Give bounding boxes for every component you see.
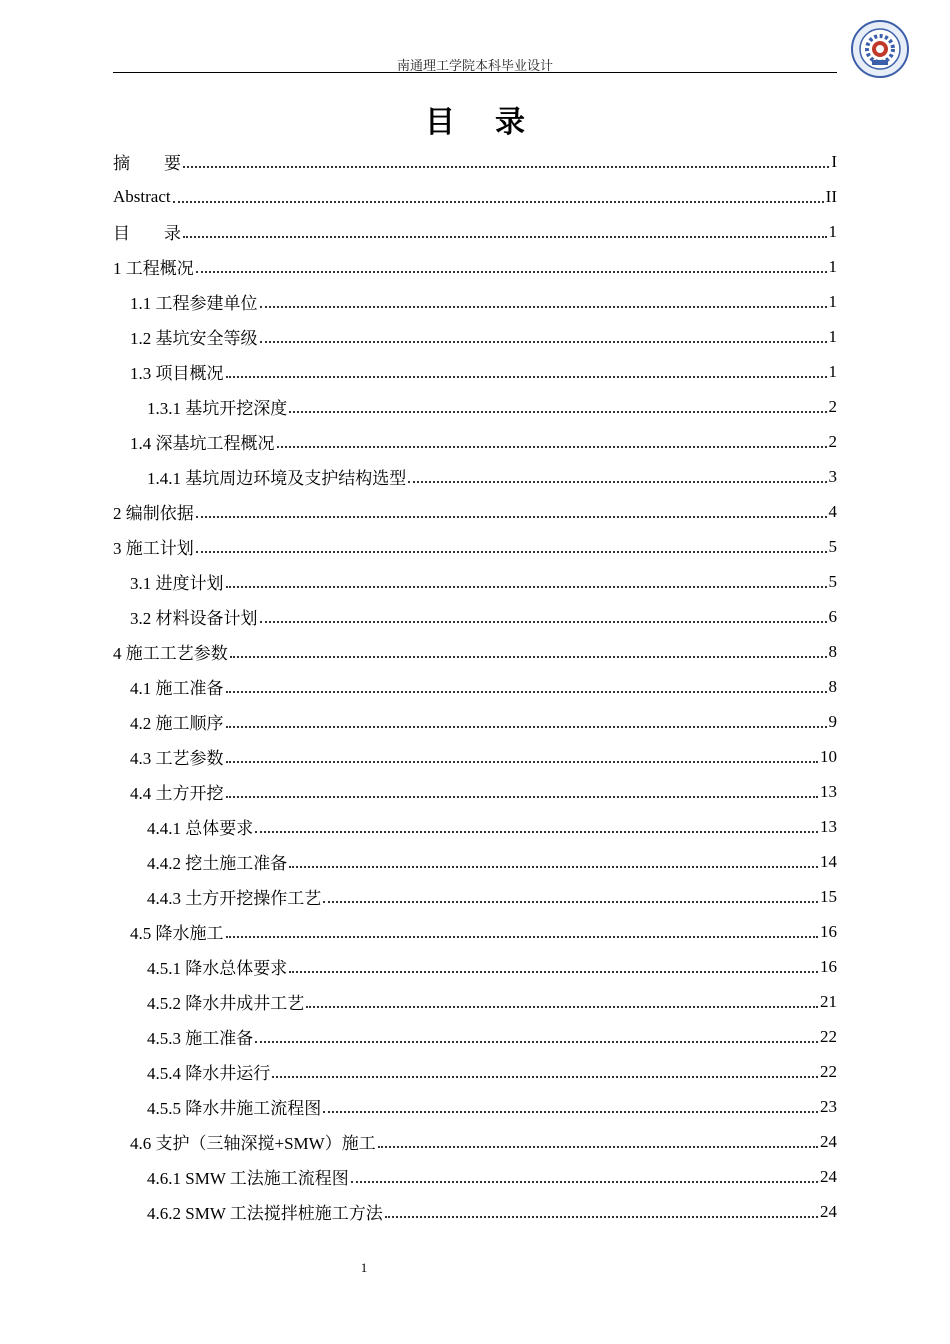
toc-dot-leader	[260, 305, 827, 308]
toc-entry-page: 16	[820, 921, 837, 941]
toc-entry-label: Abstract	[113, 186, 171, 206]
toc-entry[interactable]	[113, 1159, 837, 1194]
toc-entry-page: 1	[828, 256, 837, 276]
toc-entry-label: 摘 要	[113, 154, 181, 173]
toc-entry-label: 1.4 深基坑工程概况	[130, 434, 275, 453]
toc-dot-leader	[226, 935, 819, 938]
toc-entry[interactable]	[113, 739, 837, 774]
toc-entry[interactable]	[113, 1124, 837, 1159]
toc-dot-leader	[226, 795, 819, 798]
toc-dot-leader	[272, 1075, 818, 1078]
toc-dot-leader	[277, 445, 827, 448]
toc-entry-label: 4 施工工艺参数	[113, 644, 228, 663]
toc-dot-leader	[351, 1180, 818, 1183]
toc-dot-leader	[323, 900, 818, 903]
toc-entry-label: 1.4.1 基坑周边环境及支护结构选型	[147, 469, 407, 488]
toc-entry-label: 目 录	[113, 224, 181, 243]
toc-entry-page: 3	[828, 466, 837, 486]
toc-dot-leader	[323, 1110, 818, 1113]
toc-dot-leader	[260, 340, 827, 343]
toc-entry-label: 4.5.4 降水井运行	[147, 1064, 271, 1083]
toc-entry[interactable]	[113, 459, 837, 494]
toc-entry[interactable]	[113, 389, 837, 424]
toc-entry-label: 3.1 进度计划	[130, 574, 224, 593]
toc-entry-label: 1.2 基坑安全等级	[130, 329, 258, 348]
school-logo	[851, 20, 909, 78]
toc-entry-page: 5	[828, 571, 837, 591]
toc-dot-leader	[226, 725, 827, 728]
toc-entry-page: 2	[828, 431, 837, 451]
toc-entry-page: 5	[828, 536, 837, 556]
toc-entry[interactable]	[113, 1054, 837, 1089]
toc-entry[interactable]	[113, 844, 837, 879]
toc-entry-page: 1	[828, 361, 837, 381]
toc-entry-page: 13	[820, 781, 837, 801]
toc-entry-label: 4.5.5 降水井施工流程图	[147, 1099, 322, 1118]
toc-entry[interactable]	[113, 634, 837, 669]
toc-entry[interactable]	[113, 319, 837, 354]
toc-entry-label: 1 工程概况	[113, 259, 194, 278]
toc-dot-leader	[306, 1005, 818, 1008]
toc-entry-label: 2 编制依据	[113, 504, 194, 523]
toc-entry[interactable]	[113, 249, 837, 284]
toc-entry-page: 9	[828, 711, 837, 731]
toc-entry[interactable]	[113, 704, 837, 739]
toc-entry[interactable]	[113, 949, 837, 984]
toc-entry[interactable]	[113, 914, 837, 949]
toc-entry-page: 14	[820, 851, 837, 871]
toc-entry-page: 24	[820, 1201, 837, 1221]
toc-dot-leader	[385, 1215, 818, 1218]
toc-entry-label: 1.1 工程参建单位	[130, 294, 258, 313]
toc-dot-leader	[289, 410, 826, 413]
toc-entry-label: 1.3 项目概况	[130, 364, 224, 383]
toc-entry-label: 4.5.2 降水井成井工艺	[147, 994, 305, 1013]
toc-dot-leader	[183, 235, 827, 238]
header-rule	[113, 72, 837, 73]
toc-entry-label: 4.5.3 施工准备	[147, 1029, 254, 1048]
toc-entry-page: I	[831, 151, 837, 171]
header-title: 南通理工学院本科毕业设计	[396, 58, 553, 73]
toc-entry-page: 15	[820, 886, 837, 906]
toc-entry-label: 4.5 降水施工	[130, 924, 224, 943]
toc-entry[interactable]	[113, 669, 837, 704]
toc-title: 目录	[425, 106, 565, 139]
toc-entry[interactable]	[113, 144, 837, 179]
toc-entry-label: 4.6.1 SMW 工法施工流程图	[147, 1169, 349, 1188]
toc-entry-page: 16	[820, 956, 837, 976]
toc-dot-leader	[260, 620, 827, 623]
toc-entry-page: II	[825, 186, 837, 206]
toc-entry-label: 4.3 工艺参数	[130, 749, 224, 768]
page-number: 1	[360, 1260, 368, 1275]
toc-entry[interactable]	[113, 179, 837, 214]
table-of-contents	[113, 144, 837, 1229]
toc-entry[interactable]	[113, 984, 837, 1019]
toc-dot-leader	[230, 655, 827, 658]
toc-entry[interactable]	[113, 599, 837, 634]
toc-entry-page: 22	[820, 1061, 837, 1081]
toc-entry-label: 3.2 材料设备计划	[130, 609, 258, 628]
toc-entry-label: 4.6 支护（三轴深搅+SMW）施工	[130, 1134, 376, 1153]
toc-entry-label: 4.4.1 总体要求	[147, 819, 254, 838]
toc-entry-page: 22	[820, 1026, 837, 1046]
toc-entry-page: 21	[820, 991, 837, 1011]
toc-dot-leader	[226, 690, 827, 693]
toc-dot-leader	[196, 550, 827, 553]
toc-entry-label: 4.1 施工准备	[130, 679, 224, 698]
toc-entry-label: 1.3.1 基坑开挖深度	[147, 399, 288, 418]
toc-dot-leader	[226, 375, 827, 378]
toc-entry-page: 2	[828, 396, 837, 416]
toc-entry-page: 23	[820, 1096, 837, 1116]
toc-entry-label: 4.4 土方开挖	[130, 784, 224, 803]
toc-entry-page: 24	[820, 1166, 837, 1186]
toc-entry[interactable]	[113, 214, 837, 249]
toc-entry-label: 4.6.2 SMW 工法搅拌桩施工方法	[147, 1204, 383, 1223]
toc-entry-label: 3 施工计划	[113, 539, 194, 558]
toc-dot-leader	[289, 970, 818, 973]
toc-entry-page: 10	[820, 746, 837, 766]
toc-entry[interactable]	[113, 879, 837, 914]
toc-dot-leader	[226, 760, 819, 763]
toc-dot-leader	[378, 1145, 818, 1148]
toc-dot-leader	[196, 270, 827, 273]
toc-dot-leader	[289, 865, 818, 868]
toc-dot-leader	[183, 165, 829, 168]
toc-dot-leader	[173, 200, 824, 203]
toc-dot-leader	[226, 585, 827, 588]
toc-entry[interactable]	[113, 564, 837, 599]
toc-entry-label: 4.4.3 土方开挖操作工艺	[147, 889, 322, 908]
toc-entry[interactable]	[113, 809, 837, 844]
toc-entry[interactable]	[113, 1089, 837, 1124]
toc-entry[interactable]	[113, 1019, 837, 1054]
toc-entry-page: 1	[828, 326, 837, 346]
toc-entry[interactable]	[113, 494, 837, 529]
toc-dot-leader	[196, 515, 827, 518]
toc-entry-page: 1	[828, 291, 837, 311]
toc-entry-page: 4	[828, 501, 837, 521]
toc-entry-page: 6	[828, 606, 837, 626]
toc-entry-page: 24	[820, 1131, 837, 1151]
toc-entry-label: 4.4.2 挖土施工准备	[147, 854, 288, 873]
toc-entry[interactable]	[113, 1194, 837, 1229]
toc-dot-leader	[255, 1040, 818, 1043]
toc-entry-page: 8	[828, 676, 837, 696]
toc-dot-leader	[255, 830, 818, 833]
toc-entry-label: 4.2 施工顺序	[130, 714, 224, 733]
toc-dot-leader	[408, 480, 826, 483]
toc-entry-page: 13	[820, 816, 837, 836]
toc-entry[interactable]	[113, 354, 837, 389]
toc-entry[interactable]	[113, 284, 837, 319]
toc-entry-label: 4.5.1 降水总体要求	[147, 959, 288, 978]
toc-entry[interactable]	[113, 529, 837, 564]
toc-entry[interactable]	[113, 424, 837, 459]
toc-entry-page: 1	[828, 221, 837, 241]
toc-entry-page: 8	[828, 641, 837, 661]
toc-entry[interactable]	[113, 774, 837, 809]
